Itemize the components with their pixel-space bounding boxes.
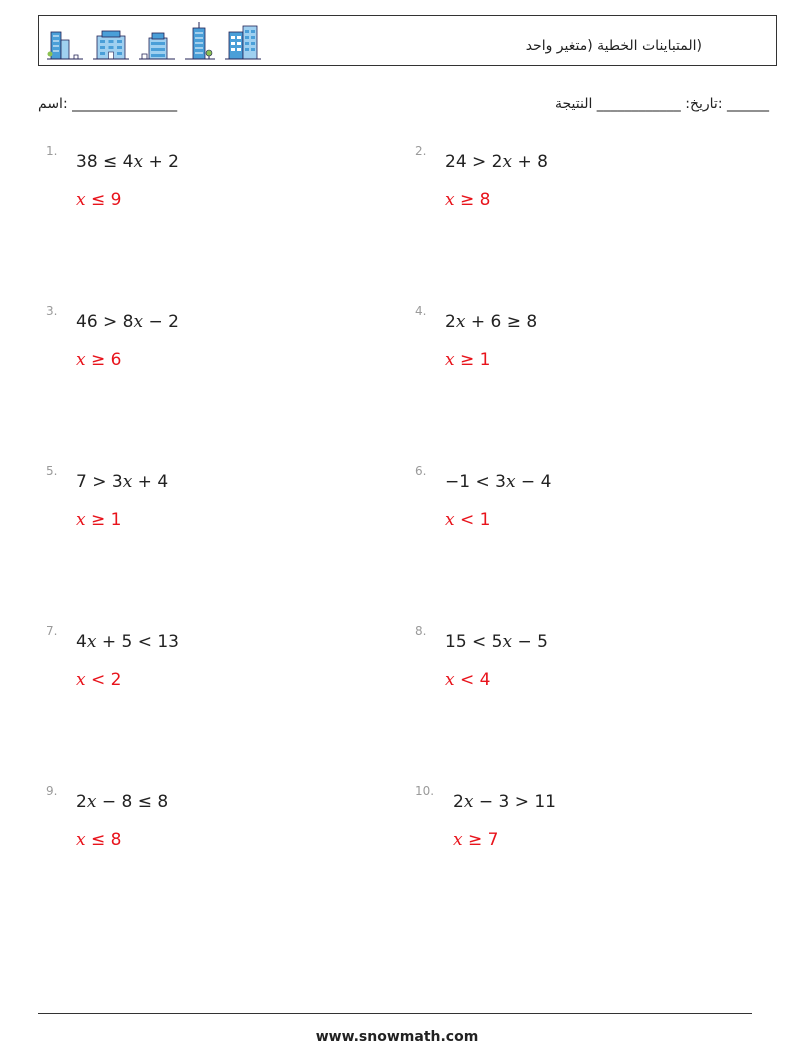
inequality-right: + 8 [512,152,548,172]
inequality-left: 24 > 2 [445,152,503,172]
problem-inequality [76,152,179,172]
building-icon-1 [47,30,83,60]
inequality-right: + 6 ≥ 8 [465,312,538,332]
footer-url: www.snowmath.com [315,1029,479,1045]
problem-inequality [445,472,551,492]
variable: x [86,792,97,812]
problem-number: 10. [415,784,435,798]
answer-variable: x [76,510,86,530]
variable: x [463,792,474,812]
answer-relation: ≤ 9 [85,190,122,210]
building-icon-3 [139,30,175,60]
inequality-left: 38 ≤ 4 [76,152,134,172]
variable: x [122,472,133,492]
answer-variable: x [445,350,455,370]
inequality-left: −1 < 3 [445,472,506,492]
problem-answer [453,830,498,850]
answer-variable: x [453,830,463,850]
worksheet-header [38,15,777,66]
inequality-right: − 8 ≤ 8 [96,792,169,812]
problem-answer [445,510,490,530]
date-score-line: ______ :تاريخ: ____________ النتيجة [554,96,769,112]
answer-variable: x [445,190,455,210]
answer-variable: x [445,510,455,530]
answer-variable: x [76,830,86,850]
variable: x [133,312,144,332]
answer-relation: < 4 [454,670,491,690]
problem-answer [76,670,121,690]
answer-relation: ≥ 1 [454,350,491,370]
inequality-right: − 4 [515,472,552,492]
answer-relation: ≥ 6 [85,350,122,370]
problem-answer [445,670,490,690]
problem-number: 8. [415,624,427,638]
footer-divider [38,1013,752,1014]
problem-inequality [453,792,556,812]
problem-answer [76,190,121,210]
inequality-left: 46 > 8 [76,312,134,332]
variable: x [133,152,144,172]
variable: x [502,632,513,652]
problem-number: 5. [46,464,58,478]
problem-inequality [445,312,537,332]
problem-answer [76,830,121,850]
variable: x [86,632,97,652]
problem-inequality [76,792,168,812]
worksheet-title: (المتباينات الخطية (متغير واحد [525,38,702,54]
inequality-right: − 2 [143,312,179,332]
answer-relation: ≥ 7 [462,830,499,850]
problem-inequality [76,312,179,332]
problem-number: 6. [415,464,427,478]
variable: x [502,152,513,172]
problem-answer [76,350,121,370]
problem-number: 9. [46,784,58,798]
inequality-right: + 2 [143,152,179,172]
header-icons [47,22,261,60]
problem-inequality [76,472,168,492]
building-icon-2 [93,30,129,60]
inequality-left: 2 [453,792,464,812]
answer-relation: ≥ 8 [454,190,491,210]
inequality-right: + 4 [132,472,169,492]
inequality-left: 2 [445,312,456,332]
inequality-left: 7 > 3 [76,472,123,492]
inequality-left: 2 [76,792,87,812]
answer-relation: < 2 [85,670,122,690]
inequality-right: − 5 [512,632,548,652]
answer-variable: x [76,670,86,690]
name-field-line: اسم: _______________ [38,96,178,112]
building-icon-5 [225,22,261,60]
inequality-left: 4 [76,632,87,652]
answer-variable: x [445,670,455,690]
problem-number: 3. [46,304,58,318]
problem-number: 2. [415,144,427,158]
inequality-right: + 5 < 13 [96,632,179,652]
problem-answer [76,510,121,530]
answer-relation: < 1 [454,510,491,530]
answer-variable: x [76,190,86,210]
variable: x [505,472,516,492]
answer-relation: ≤ 8 [85,830,122,850]
problem-number: 1. [46,144,58,158]
building-icon-4 [185,22,215,60]
inequality-right: − 3 > 11 [473,792,556,812]
answer-variable: x [76,350,86,370]
problem-inequality [76,632,179,652]
problem-inequality [445,152,548,172]
answer-relation: ≥ 1 [85,510,122,530]
problem-answer [445,190,490,210]
problem-answer [445,350,490,370]
problem-number: 4. [415,304,427,318]
inequality-left: 15 < 5 [445,632,503,652]
problem-number: 7. [46,624,58,638]
variable: x [455,312,466,332]
problem-inequality [445,632,548,652]
